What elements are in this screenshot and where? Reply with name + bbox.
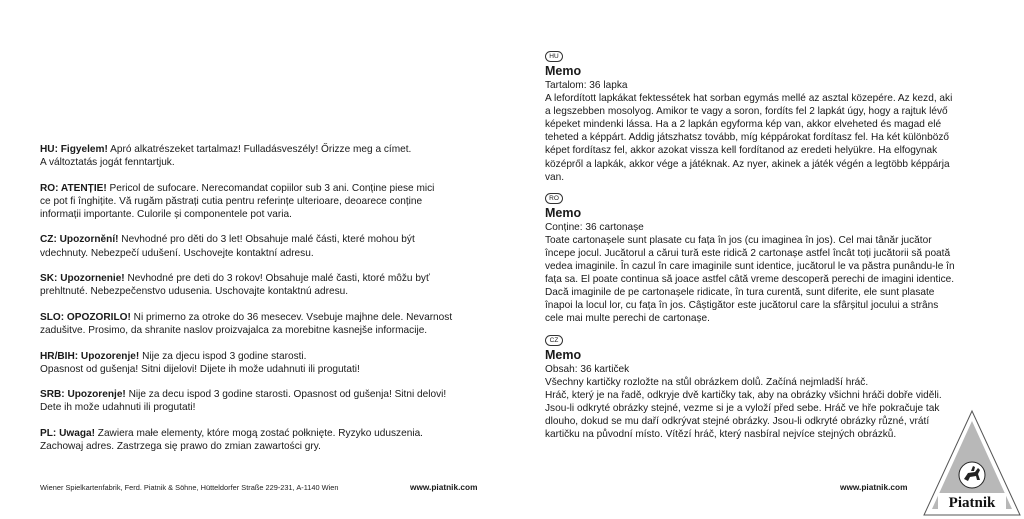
game-title: Memo: [545, 64, 582, 78]
rules-line: A lefordított lapkákat fektessétek hat sorban egymás mellé az asztal közepére. Az kezd, aki: [545, 93, 953, 105]
rules-line: van.: [545, 171, 565, 183]
rules-line: a legszebben mosolyog. Amikor te vagy a soron, fordíts fel 2 lapkát úgy, hogy a rajtuk lévő: [545, 106, 948, 118]
rules-line: Hráč, který je na řadě, odkryje dvě kartičky tak, aby na obrázky všichni hráči dobře viděli.: [545, 389, 942, 401]
game-contents: Tartalom: 36 lapka: [545, 80, 628, 91]
language-badge-hu: HU: [545, 51, 563, 62]
warning-cz: CZ: Upozornění! Nevhodné pro děti do 3 let! Obsahuje malé části, které mohou být vdechnuty. Nebezpečí udušení. Uschovejte kontaktní adresu.: [40, 234, 415, 259]
game-title: Memo: [545, 205, 582, 220]
website-link-left[interactable]: www.piatnik.com: [410, 482, 478, 492]
warnings-block: [40, 143, 485, 466]
warning-pl: PL: Uwaga! Zawiera małe elementy, które mogą zostać połknięte. Ryzyko uduszenia. Zachowaj adres. Zastrzega się prawo do zmian zawartości gry.: [40, 427, 423, 452]
rules-line: dlouho, dokud se mu daří odkrývat stejné obrázky. Jsou-li odkryté obrázky různé, vrátí: [545, 415, 930, 427]
rules-hu: [545, 49, 990, 184]
logo-text: Piatnik: [948, 495, 996, 511]
rules-line: képet fordítasz fel, akkor azokat vissza kell fordítanod az eredeti helyükre. Ha elfogynak: [545, 145, 938, 157]
warning-sk: SK: Upozornenie! Nevhodné pre deti do 3 rokov! Obsahuje malé časti, ktoré môžu byť prehltnuté. Nebezpečenstvo udusenia. Uschovajte kontaktnú adresu.: [40, 273, 430, 298]
rules-line: teheted a képpárt. Addig játszhatsz tovább, míg képpárokat fordítasz fel. Ha két különböző: [545, 132, 949, 144]
rules-line: Všechny kartičky rozložte na stůl obrázkem dolů. Začíná nejmladší hráč.: [545, 376, 869, 388]
game-title: Memo: [545, 347, 582, 362]
rules-line: începe jocul. Jucătorul a cărui tură este ridică 2 cartonașe astfel încât toți jucătorii să poată: [545, 247, 951, 259]
game-contents: Obsah: 36 kartiček: [545, 363, 630, 375]
language-badge-cz: CZ: [545, 335, 563, 346]
warning-ro: RO: ATENȚIE! Pericol de sufocare. Nerecomandat copiilor sub 3 ani. Conține piese mici ce pot fi înghițite. Vă rugăm păstrați cutia pentru referințe ulterioare, deoarece conține informații importante. Culorile și componentele pot varia.: [40, 182, 435, 220]
warning-hu: HU: Figyelem! Apró alkatrészeket tartalmaz! Fulladásveszély! Őrizze meg a címet. A változtatás jogát fenntartjuk.: [40, 144, 412, 169]
rules-ro: [545, 191, 990, 326]
language-badge-ro: RO: [545, 193, 563, 204]
rules-line: fața sa. El poate continua să joace astfel câtă vreme descoperă perechi de imagini identice.: [545, 274, 955, 286]
piatnik-logo: [920, 405, 1024, 519]
rules-line: Dacă imaginile de pe cartonașele ridicate, în tura curentă, sunt diferite, ele sunt plasate: [545, 287, 935, 299]
rules-line: înapoi la locul lor, cu fața în jos. Câștigător este jucătorul care la sfârșitul jocului a strâns: [545, 300, 939, 312]
warning-srb: SRB: Upozorenje! Nije za decu ispod 3 godine starosti. Opasnost od gušenja! Sitni delovi! Dete ih može udahnuti ili progutati!: [40, 389, 447, 414]
rules-line: cele mai multe perechi de cartonașe.: [545, 313, 710, 325]
game-rules: [545, 49, 990, 448]
rules-line: vedea imaginile. În cazul în care imaginile sunt identice, jucătorul le va păstra punându-le în: [545, 261, 955, 273]
rules-line: középről a lapkák, akkor vége a játéknak. Az nyer, akinek a játék végén a legtöbb képpárja: [545, 158, 950, 170]
rules-line: kartičku na původní místo. Vítězí hráč, který nasbíral nejvíce stejných obrázků.: [545, 428, 897, 440]
rules-line: képeket mindenki lássa. Ha a 2 lapkán egyforma kép van, akkor elveheted és magad elé: [545, 119, 942, 131]
warning-hr-bih: HR/BIH: Upozorenje! Nije za djecu ispod 3 godine starosti. Opasnost od gušenja! Sitni dijelovi! Dijete ih može udahnuti ili progutati!: [40, 350, 360, 375]
warning-slo: SLO: OPOZORILO! Ni primerno za otroke do 36 mesecev. Vsebuje majhne dele. Nevarnost zadušitve. Prosimo, da shranite naslov proizvajalca za morebitne kasnejše informacije.: [40, 311, 453, 336]
game-contents: Conține: 36 cartonașe: [545, 221, 644, 233]
manufacturer-address: Wiener Spielkartenfabrik, Ferd. Piatnik & Söhne, Hütteldorfer Straße 229-231, A-1140 Wien: [40, 483, 339, 492]
website-link-right[interactable]: www.piatnik.com: [840, 482, 908, 492]
rules-line: Toate cartonașele sunt plasate cu fața în jos (cu imaginea în jos). Cel mai tânăr jucător: [545, 234, 932, 246]
rules-line: Jsou-li odkryté obrázky stejné, vezme si je a vyloží před sebe. Hráč ve hře pokračuje tak: [545, 402, 940, 414]
